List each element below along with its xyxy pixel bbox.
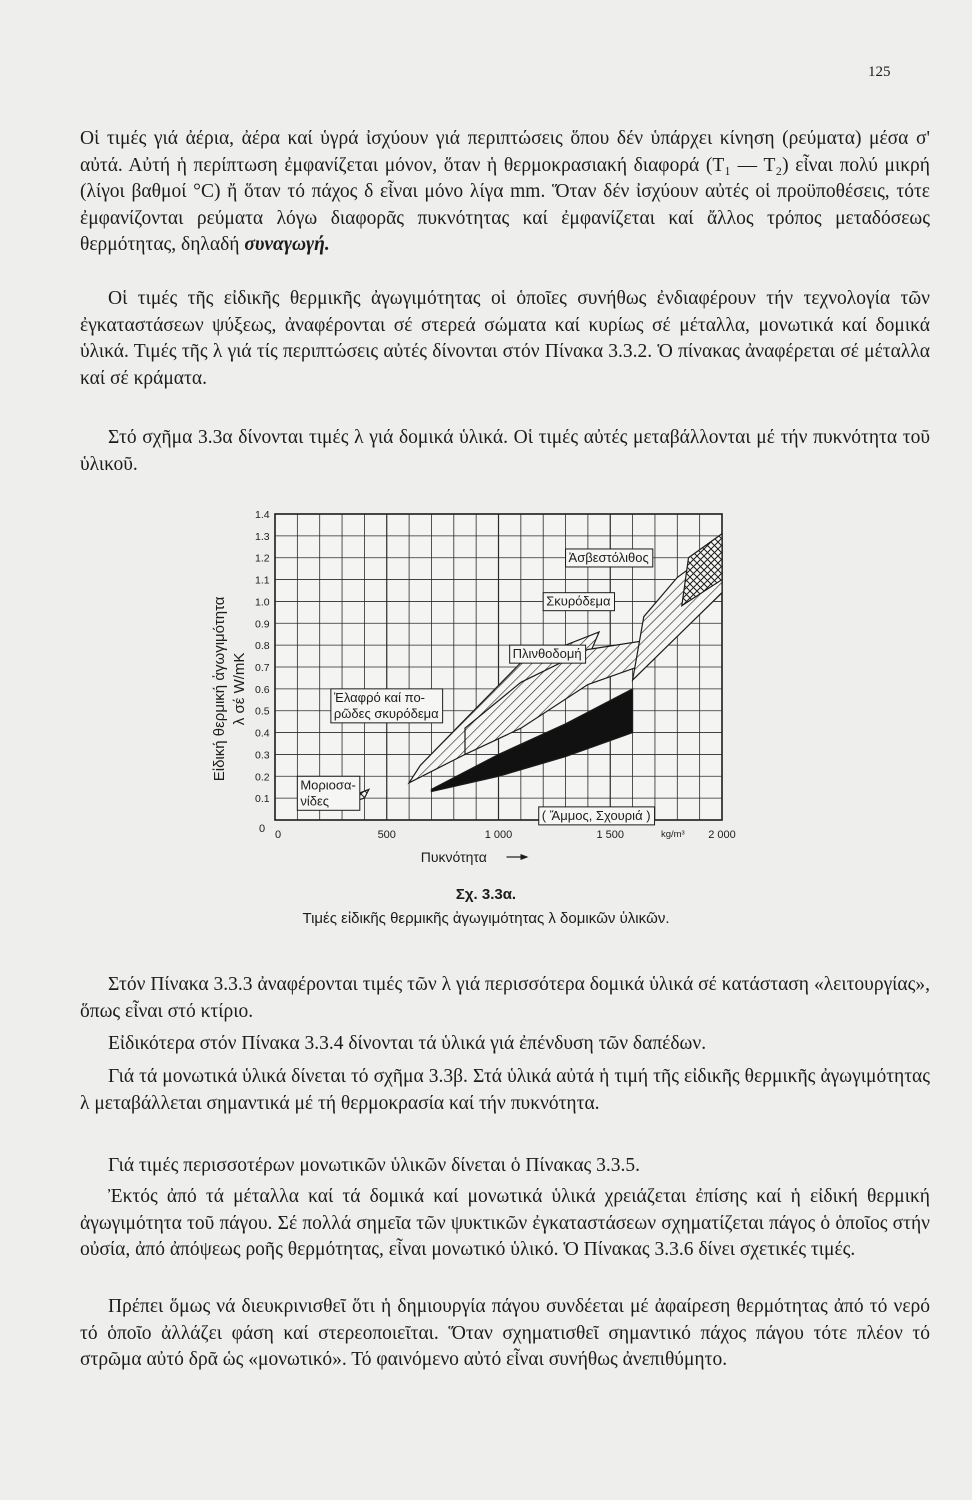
figure-chart	[200, 500, 760, 880]
x-unit-label: kg/m³	[660, 829, 685, 840]
x-tick-label: 500	[377, 829, 396, 841]
series-label-text: ρῶδες σκυρόδεμα	[333, 705, 439, 721]
paragraph-1	[80, 126, 930, 259]
chart-svg	[200, 500, 760, 880]
paragraph-5: Εἰδικότερα στόν Πίνακα 3.3.4 δίνονται τά ὑλικά γιά ἐπένδυση τῶν δαπέδων.	[108, 1033, 707, 1054]
paragraph-6: Γιά τά μονωτικά ὑλικά δίνεται τό σχῆμα 3.3β. Στά ὑλικά αὐτά ἡ τιμή τῆς εἰδικῆς θερμικῆς ἀγωγιμότητας λ μεταβάλλεται σημαντικά μέ τή θερμοκρασία καί τήν πυκνότητα.	[80, 1066, 930, 1114]
y-tick-label: 1.1	[255, 574, 270, 587]
y-tick-label: 0.9	[255, 618, 270, 631]
series-label-2	[331, 689, 443, 723]
y-tick-label: 0	[259, 823, 266, 835]
term-convection: συναγωγή.	[244, 234, 330, 256]
x-axis-label: Πυκνότητα	[420, 849, 487, 865]
x-tick-label: 0	[275, 829, 282, 841]
series-label-6	[566, 549, 653, 567]
series-label-5	[543, 593, 614, 611]
y-tick-label: 1.3	[255, 530, 270, 543]
y-tick-label: 1.2	[255, 552, 270, 565]
series-label-1	[297, 776, 359, 810]
series-label-text: Πλινθοδομή	[512, 646, 582, 662]
y-unit-label: λ σέ W/mK	[231, 652, 248, 726]
series-label-4	[539, 807, 655, 825]
series-label-text: Ἀσβεστόλιθος	[568, 549, 649, 565]
y-tick-label: 0.8	[255, 640, 270, 653]
y-tick-label: 0.2	[255, 771, 270, 784]
paragraph-4: Στόν Πίνακα 3.3.3 ἀναφέρονται τιμές τῶν λ γιά περισσότερα δομικά ὑλικά σέ κατάσταση «λειτουργίας», ὅπως εἶναι στό κτίριο.	[80, 974, 930, 1022]
paragraph-8: Ἐκτός ἀπό τά μέταλλα καί τά δομικά καί μονωτικά ὑλικά χρειάζεται ἐπίσης καί ἡ εἰδική θερμική ἀγωγιμότητα τοῦ πάγου. Σέ πολλά σημεῖα τῶν ψυκτικῶν ἐγκαταστάσεων σχηματίζεται πάγος ὁ ὁποῖος στήν οὐσία, ἀπό ἀπόψεως ροῆς θερμότητας, εἶναι μονωτικό ὑλικό. Ὁ Πίνακας 3.3.6 δίνει σχετικές τιμές.	[80, 1186, 930, 1261]
y-tick-label: 0.5	[255, 705, 270, 718]
y-tick-label: 0.4	[255, 727, 270, 740]
figure-caption: Τιμές εἰδικῆς θερμικῆς ἀγωγιμότητας λ δομικῶν ὑλικῶν.	[302, 910, 670, 927]
y-tick-label: 1.0	[255, 596, 270, 609]
y-tick-label: 1.4	[255, 509, 270, 521]
y-tick-label: 0.6	[255, 683, 270, 696]
page-number: 125	[868, 64, 891, 80]
series-label-text: Ἐλαφρό καί πο-	[333, 689, 426, 705]
series-label-text: Μοριοσα-	[300, 777, 356, 793]
x-tick-label: 1 000	[484, 829, 513, 841]
series-label-3	[510, 645, 586, 663]
y-tick-label: 0.3	[255, 749, 270, 762]
y-tick-label: 0.7	[255, 662, 270, 674]
paragraph-7: Γιά τιμές περισσοτέρων μονωτικῶν ὑλικῶν δίνεται ὁ Πίνακας 3.3.5.	[108, 1155, 641, 1176]
y-tick-label: 0.1	[255, 793, 270, 806]
series-label-text: Σκυρόδεμα	[546, 593, 611, 609]
x-axis-arrowhead	[521, 854, 529, 860]
figure-label: Σχ. 3.3α.	[455, 886, 517, 903]
paragraph-9: Πρέπει ὅμως νά διευκρινισθεῖ ὅτι ἡ δημιουργία πάγου συνδέεται μέ ἀφαίρεση θερμότητας ἀπό τό νερό τό ὁποῖο ἀλλάζει φάση καί στερεοποιεῖται. Ὅταν σχηματισθεῖ σημαντικό πάχος πάγου τότε πλέον τό στρῶμα αὐτό δρᾶ ὡς «μονωτικό». Τό φαινόμενο αὐτό εἶναι συνήθως ἀνεπιθύμητο.	[80, 1296, 930, 1371]
y-axis-label: Εἰδική θερμική ἀγωγιμότητα	[211, 596, 228, 782]
series-label-text: ( Ἄμμος, Σχουριά )	[541, 807, 651, 823]
paragraph-3: Στό σχῆμα 3.3α δίνονται τιμές λ γιά δομικά ὑλικά. Οἱ τιμές αὐτές μεταβάλλονται μέ τήν πυκνότητα τοῦ ὑλικοῦ.	[80, 427, 930, 475]
series-label-text: νίδες	[300, 793, 330, 809]
paragraph-1-text: Οἱ τιμές γιά ἀέρια, ἀέρα καί ὑγρά ἰσχύουν γιά περιπτώσεις ὅπου δέν ὑπάρχει κίνηση (ρεύματα) μέσα σ' αὐτά. Αὐτή ἡ περίπτωση ἐμφανίζεται μόνον, ὅταν ἡ θερμοκρασιακή διαφορά (T₁ — T₂) εἶναι πολύ μικρή (λίγοι βαθμοί °C) ἤ ὅταν τό πάχος δ εἶναι μόνο λίγα mm. Ὅταν δέν ἰσχύουν αὐτές οἱ προϋποθέσεις, τότε ἐμφανίζονται ρεύματα λόγω διαφορᾶς πυκνότητας καί ἐμφανίζεται καί ἄλλος τρόπος μεταδόσεως θερμότητας, δηλαδή	[80, 128, 930, 256]
x-tick-label: 1 500	[596, 829, 625, 841]
paragraph-2: Οἱ τιμές τῆς εἰδικῆς θερμικῆς ἀγωγιμότητας οἱ ὁποῖες συνήθως ἐνδιαφέρουν τήν τεχνολογία τῶν ἐγκαταστάσεων ψύξεως, ἀναφέρονται σέ στερεά σώματα καί κυρίως σέ μέταλλα, μονωτικά καί δομικά ὑλικά. Τιμές τῆς λ γιά τίς περιπτώσεις αὐτές δίνονται στόν Πίνακα 3.3.2. Ὁ πίνακας ἀναφέρεται σέ μέταλλα καί σέ κράματα.	[80, 288, 930, 389]
x-tick-label: 2 000	[708, 829, 736, 841]
